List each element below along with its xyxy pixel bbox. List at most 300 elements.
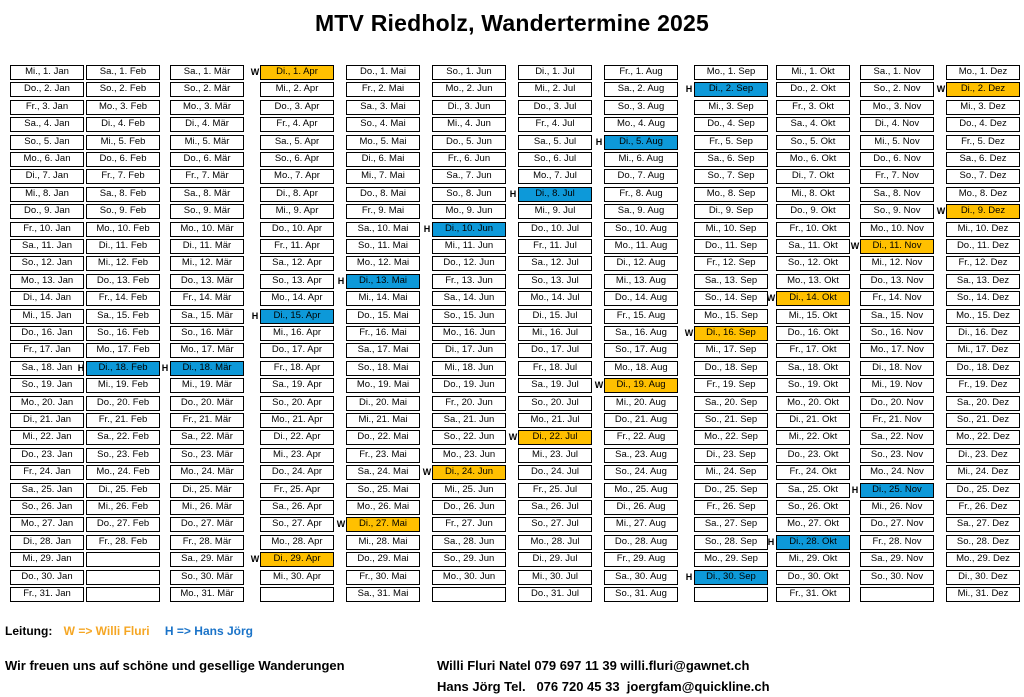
- day-cell: Sa., 13. Dez: [946, 274, 1020, 289]
- day-cell: Mo., 28. Jul: [518, 535, 592, 550]
- day-cell: Fr., 21. Feb: [86, 413, 160, 428]
- day-cell: So., 22. Jun: [432, 430, 506, 445]
- day-cell: Do., 30. Okt: [776, 570, 850, 585]
- day-cell: Di., 7. Okt: [776, 169, 850, 184]
- day-cell: Mi., 6. Aug: [604, 152, 678, 167]
- day-cell: Mi., 2. Jul: [518, 82, 592, 97]
- day-cell: Di., 25. Mär: [170, 483, 244, 498]
- day-cell: Mo., 21. Jul: [518, 413, 592, 428]
- day-cell: Mo., 20. Okt: [776, 396, 850, 411]
- day-cell: Mo., 10. Mär: [170, 222, 244, 237]
- leader-marker: H: [423, 223, 431, 234]
- day-cell: Mo., 19. Mai: [346, 378, 420, 393]
- day-cell: So., 23. Nov: [860, 448, 934, 463]
- day-cell: So., 10. Aug: [604, 222, 678, 237]
- day-cell: Mo., 12. Mai: [346, 256, 420, 271]
- day-cell: Mo., 1. Sep: [694, 65, 768, 80]
- day-cell: Do., 24. Apr: [260, 465, 334, 480]
- day-cell: Fr., 3. Jan: [10, 100, 84, 115]
- day-cell: So., 16. Mär: [170, 326, 244, 341]
- leader-marker: W: [422, 467, 432, 478]
- day-cell: Mo., 24. Mär: [170, 465, 244, 480]
- day-cell: Fr., 29. Aug: [604, 552, 678, 567]
- day-cell: Sa., 19. Apr: [260, 378, 334, 393]
- day-cell: Mo., 23. Jun: [432, 448, 506, 463]
- day-cell: Mo., 17. Mär: [170, 343, 244, 358]
- day-cell: Sa., 5. Jul: [518, 135, 592, 150]
- day-cell: Mi., 9. Jul: [518, 204, 592, 219]
- day-cell: So., 6. Apr: [260, 152, 334, 167]
- day-cell: Di., 20. Mai: [346, 396, 420, 411]
- day-cell: So., 1. Jun: [432, 65, 506, 80]
- day-cell: Do., 17. Apr: [260, 343, 334, 358]
- day-cell: Di., 2. Dez: [946, 82, 1020, 97]
- day-cell: Do., 16. Jan: [10, 326, 84, 341]
- day-cell: Fr., 5. Dez: [946, 135, 1020, 150]
- day-cell: Do., 23. Okt: [776, 448, 850, 463]
- day-cell: Mo., 30. Jun: [432, 570, 506, 585]
- day-cell: Do., 30. Jan: [10, 570, 84, 585]
- day-cell: Mo., 7. Jul: [518, 169, 592, 184]
- day-cell: Do., 6. Mär: [170, 152, 244, 167]
- day-cell: Do., 24. Jul: [518, 465, 592, 480]
- day-cell: Fr., 31. Okt: [776, 587, 850, 602]
- day-cell: Di., 21. Okt: [776, 413, 850, 428]
- day-cell: Di., 18. Mär: [170, 361, 244, 376]
- day-cell: Fr., 18. Jul: [518, 361, 592, 376]
- day-cell: Mi., 26. Nov: [860, 500, 934, 515]
- day-cell: Mo., 8. Dez: [946, 187, 1020, 202]
- day-cell: Fr., 6. Jun: [432, 152, 506, 167]
- day-cell: So., 7. Sep: [694, 169, 768, 184]
- legend-h: H => Hans Jörg: [164, 624, 253, 638]
- day-cell: Fr., 7. Mär: [170, 169, 244, 184]
- day-cell: Do., 25. Sep: [694, 483, 768, 498]
- day-cell: Mo., 6. Jan: [10, 152, 84, 167]
- day-cell: Fr., 3. Okt: [776, 100, 850, 115]
- day-cell: Di., 16. Dez: [946, 326, 1020, 341]
- empty-cell: [86, 570, 160, 585]
- day-cell: Sa., 27. Dez: [946, 517, 1020, 532]
- day-cell: So., 21. Sep: [694, 413, 768, 428]
- day-cell: Di., 15. Jul: [518, 309, 592, 324]
- legend-label: Leitung:: [5, 624, 53, 638]
- day-cell: Mi., 12. Feb: [86, 256, 160, 271]
- day-cell: So., 11. Mai: [346, 239, 420, 254]
- day-cell: Mo., 17. Feb: [86, 343, 160, 358]
- day-cell: Fr., 8. Aug: [604, 187, 678, 202]
- leader-marker: W: [336, 519, 346, 530]
- day-cell: Di., 14. Okt: [776, 291, 850, 306]
- empty-cell: [694, 587, 768, 602]
- day-cell: Sa., 12. Jul: [518, 256, 592, 271]
- day-cell: Mo., 2. Jun: [432, 82, 506, 97]
- day-cell: Fr., 23. Mai: [346, 448, 420, 463]
- day-cell: Fr., 26. Sep: [694, 500, 768, 515]
- day-cell: So., 14. Dez: [946, 291, 1020, 306]
- day-cell: Do., 29. Mai: [346, 552, 420, 567]
- day-cell: Di., 15. Apr: [260, 309, 334, 324]
- day-cell: Mi., 28. Mai: [346, 535, 420, 550]
- day-cell: Mi., 15. Jan: [10, 309, 84, 324]
- day-cell: Sa., 16. Aug: [604, 326, 678, 341]
- day-cell: Do., 14. Aug: [604, 291, 678, 306]
- day-cell: Di., 28. Jan: [10, 535, 84, 550]
- day-cell: Fr., 13. Jun: [432, 274, 506, 289]
- day-cell: Mo., 11. Aug: [604, 239, 678, 254]
- day-cell: Di., 13. Mai: [346, 274, 420, 289]
- day-cell: So., 3. Aug: [604, 100, 678, 115]
- day-cell: Sa., 8. Nov: [860, 187, 934, 202]
- day-cell: Mi., 30. Jul: [518, 570, 592, 585]
- day-cell: Fr., 24. Jan: [10, 465, 84, 480]
- day-cell: So., 26. Jan: [10, 500, 84, 515]
- day-cell: Fr., 11. Apr: [260, 239, 334, 254]
- day-cell: Di., 23. Sep: [694, 448, 768, 463]
- day-cell: Mo., 18. Aug: [604, 361, 678, 376]
- day-cell: Mo., 1. Dez: [946, 65, 1020, 80]
- day-cell: Mi., 3. Dez: [946, 100, 1020, 115]
- day-cell: Fr., 1. Aug: [604, 65, 678, 80]
- day-cell: So., 18. Mai: [346, 361, 420, 376]
- day-cell: Fr., 27. Jun: [432, 517, 506, 532]
- day-cell: Mi., 24. Dez: [946, 465, 1020, 480]
- day-cell: So., 30. Mär: [170, 570, 244, 585]
- day-cell: Mi., 8. Okt: [776, 187, 850, 202]
- day-cell: Mo., 14. Apr: [260, 291, 334, 306]
- day-cell: Do., 13. Nov: [860, 274, 934, 289]
- empty-cell: [260, 587, 334, 602]
- day-cell: Sa., 28. Jun: [432, 535, 506, 550]
- day-cell: Mi., 5. Nov: [860, 135, 934, 150]
- day-cell: Do., 6. Feb: [86, 152, 160, 167]
- day-cell: Do., 3. Apr: [260, 100, 334, 115]
- calendar-grid: [10, 65, 1018, 604]
- legend: [5, 624, 253, 638]
- day-cell: So., 5. Jan: [10, 135, 84, 150]
- day-cell: Mo., 3. Mär: [170, 100, 244, 115]
- day-cell: Do., 6. Nov: [860, 152, 934, 167]
- day-cell: Mi., 18. Jun: [432, 361, 506, 376]
- day-cell: Di., 11. Feb: [86, 239, 160, 254]
- day-cell: Sa., 5. Apr: [260, 135, 334, 150]
- leader-marker: W: [936, 206, 946, 217]
- day-cell: Mo., 22. Dez: [946, 430, 1020, 445]
- day-cell: Sa., 11. Jan: [10, 239, 84, 254]
- day-cell: Sa., 15. Mär: [170, 309, 244, 324]
- day-cell: Mi., 22. Jan: [10, 430, 84, 445]
- day-cell: Do., 27. Feb: [86, 517, 160, 532]
- day-cell: Mi., 14. Mai: [346, 291, 420, 306]
- day-cell: Mi., 5. Mär: [170, 135, 244, 150]
- day-cell: Mo., 26. Mai: [346, 500, 420, 515]
- day-cell: Mo., 16. Jun: [432, 326, 506, 341]
- day-cell: Di., 6. Mai: [346, 152, 420, 167]
- day-cell: Mo., 15. Dez: [946, 309, 1020, 324]
- day-cell: Mi., 3. Sep: [694, 100, 768, 115]
- page-title: MTV Riedholz, Wandertermine 2025: [314, 10, 710, 36]
- day-cell: So., 23. Feb: [86, 448, 160, 463]
- day-cell: So., 2. Mär: [170, 82, 244, 97]
- day-cell: Do., 2. Jan: [10, 82, 84, 97]
- day-cell: So., 27. Apr: [260, 517, 334, 532]
- day-cell: So., 24. Aug: [604, 465, 678, 480]
- day-cell: So., 12. Jan: [10, 256, 84, 271]
- day-cell: Sa., 18. Okt: [776, 361, 850, 376]
- day-cell: Do., 20. Mär: [170, 396, 244, 411]
- day-cell: Fr., 21. Mär: [170, 413, 244, 428]
- day-cell: So., 26. Okt: [776, 500, 850, 515]
- day-cell: Di., 26. Aug: [604, 500, 678, 515]
- day-cell: Mi., 4. Jun: [432, 117, 506, 132]
- leader-marker: W: [766, 293, 776, 304]
- day-cell: Sa., 29. Mär: [170, 552, 244, 567]
- day-cell: So., 19. Okt: [776, 378, 850, 393]
- day-cell: Do., 1. Mai: [346, 65, 420, 80]
- leader-marker: H: [767, 536, 775, 547]
- day-cell: So., 19. Jan: [10, 378, 84, 393]
- day-cell: Di., 22. Jul: [518, 430, 592, 445]
- day-cell: So., 5. Okt: [776, 135, 850, 150]
- day-cell: Di., 19. Aug: [604, 378, 678, 393]
- day-cell: Sa., 7. Jun: [432, 169, 506, 184]
- day-cell: Mo., 21. Apr: [260, 413, 334, 428]
- day-cell: Mi., 1. Jan: [10, 65, 84, 80]
- day-cell: Do., 4. Sep: [694, 117, 768, 132]
- day-cell: So., 15. Jun: [432, 309, 506, 324]
- leader-marker: H: [337, 275, 345, 286]
- day-cell: Mi., 25. Jun: [432, 483, 506, 498]
- day-cell: Fr., 18. Apr: [260, 361, 334, 376]
- day-cell: Di., 25. Feb: [86, 483, 160, 498]
- day-cell: Mi., 16. Jul: [518, 326, 592, 341]
- day-cell: Fr., 21. Nov: [860, 413, 934, 428]
- day-cell: Mo., 7. Apr: [260, 169, 334, 184]
- leader-marker: W: [250, 67, 260, 77]
- day-cell: Sa., 8. Feb: [86, 187, 160, 202]
- day-cell: Fr., 26. Dez: [946, 500, 1020, 515]
- day-cell: Mi., 1. Okt: [776, 65, 850, 80]
- day-cell: So., 9. Feb: [86, 204, 160, 219]
- day-cell: Sa., 25. Jan: [10, 483, 84, 498]
- empty-cell: [86, 552, 160, 567]
- day-cell: Sa., 23. Aug: [604, 448, 678, 463]
- day-cell: Do., 16. Okt: [776, 326, 850, 341]
- day-cell: So., 9. Mär: [170, 204, 244, 219]
- day-cell: Sa., 26. Jul: [518, 500, 592, 515]
- day-cell: Di., 29. Jul: [518, 552, 592, 567]
- day-cell: Do., 12. Jun: [432, 256, 506, 271]
- day-cell: Mo., 14. Jul: [518, 291, 592, 306]
- day-cell: Sa., 10. Mai: [346, 222, 420, 237]
- day-cell: Di., 3. Jun: [432, 100, 506, 115]
- day-cell: Mi., 21. Mai: [346, 413, 420, 428]
- day-cell: Mi., 19. Nov: [860, 378, 934, 393]
- leader-marker: W: [684, 328, 694, 338]
- day-cell: Mi., 9. Apr: [260, 204, 334, 219]
- empty-cell: [86, 587, 160, 602]
- day-cell: Do., 31. Jul: [518, 587, 592, 602]
- day-cell: Di., 2. Sep: [694, 82, 768, 97]
- day-cell: Do., 23. Jan: [10, 448, 84, 463]
- empty-cell: [860, 587, 934, 602]
- leader-marker: H: [509, 188, 517, 199]
- day-cell: Fr., 12. Sep: [694, 256, 768, 271]
- day-cell: Mi., 5. Feb: [86, 135, 160, 150]
- day-cell: Sa., 12. Apr: [260, 256, 334, 271]
- day-cell: So., 8. Jun: [432, 187, 506, 202]
- day-cell: Mi., 26. Mär: [170, 500, 244, 515]
- day-cell: Mi., 16. Apr: [260, 326, 334, 341]
- day-cell: Sa., 25. Okt: [776, 483, 850, 498]
- day-cell: Mo., 24. Feb: [86, 465, 160, 480]
- day-cell: Do., 27. Mär: [170, 517, 244, 532]
- day-cell: Fr., 16. Mai: [346, 326, 420, 341]
- day-cell: Sa., 1. Nov: [860, 65, 934, 80]
- day-cell: Mo., 5. Mai: [346, 135, 420, 150]
- day-cell: Mo., 9. Jun: [432, 204, 506, 219]
- day-cell: Mi., 10. Dez: [946, 222, 1020, 237]
- day-cell: Do., 13. Mär: [170, 274, 244, 289]
- day-cell: Mi., 22. Okt: [776, 430, 850, 445]
- leader-marker: H: [161, 362, 169, 373]
- day-cell: Fr., 12. Dez: [946, 256, 1020, 271]
- day-cell: Fr., 31. Jan: [10, 587, 84, 602]
- day-cell: Mi., 26. Feb: [86, 500, 160, 515]
- day-cell: Mi., 27. Aug: [604, 517, 678, 532]
- day-cell: Fr., 19. Sep: [694, 378, 768, 393]
- leader-marker: W: [594, 380, 604, 391]
- day-cell: Do., 7. Aug: [604, 169, 678, 184]
- day-cell: Fr., 17. Okt: [776, 343, 850, 358]
- day-cell: Fr., 11. Jul: [518, 239, 592, 254]
- day-cell: Mo., 29. Sep: [694, 552, 768, 567]
- day-cell: Sa., 4. Okt: [776, 117, 850, 132]
- leader-marker: W: [936, 84, 946, 95]
- day-cell: Di., 21. Jan: [10, 413, 84, 428]
- day-cell: Fr., 28. Nov: [860, 535, 934, 550]
- day-cell: Do., 20. Nov: [860, 396, 934, 411]
- leader-marker: W: [250, 554, 260, 565]
- day-cell: Di., 1. Jul: [518, 65, 592, 80]
- day-cell: Mo., 24. Nov: [860, 465, 934, 480]
- leader-marker: H: [251, 310, 259, 321]
- day-cell: Mo., 27. Jan: [10, 517, 84, 532]
- day-cell: Di., 1. Apr: [260, 65, 334, 80]
- day-cell: So., 12. Okt: [776, 256, 850, 271]
- day-cell: Sa., 9. Aug: [604, 204, 678, 219]
- day-cell: Mi., 17. Sep: [694, 343, 768, 358]
- day-cell: Di., 14. Jan: [10, 291, 84, 306]
- day-cell: So., 23. Mär: [170, 448, 244, 463]
- day-cell: Mi., 15. Okt: [776, 309, 850, 324]
- day-cell: Sa., 2. Aug: [604, 82, 678, 97]
- day-cell: Do., 21. Aug: [604, 413, 678, 428]
- day-cell: Do., 19. Jun: [432, 378, 506, 393]
- day-cell: Mi., 12. Nov: [860, 256, 934, 271]
- day-cell: Di., 11. Mär: [170, 239, 244, 254]
- day-cell: Mi., 29. Jan: [10, 552, 84, 567]
- day-cell: Mo., 22. Sep: [694, 430, 768, 445]
- day-cell: Di., 25. Nov: [860, 483, 934, 498]
- day-cell: Mi., 13. Aug: [604, 274, 678, 289]
- day-cell: Mo., 10. Feb: [86, 222, 160, 237]
- day-cell: Di., 16. Sep: [694, 326, 768, 341]
- day-cell: Mo., 29. Dez: [946, 552, 1020, 567]
- day-cell: Di., 9. Sep: [694, 204, 768, 219]
- day-cell: Do., 4. Dez: [946, 117, 1020, 132]
- day-cell: Do., 18. Dez: [946, 361, 1020, 376]
- day-cell: Fr., 19. Dez: [946, 378, 1020, 393]
- day-cell: Di., 28. Okt: [776, 535, 850, 550]
- day-cell: Di., 18. Nov: [860, 361, 934, 376]
- day-cell: Fr., 25. Apr: [260, 483, 334, 498]
- day-cell: Di., 27. Mai: [346, 517, 420, 532]
- day-cell: Mo., 4. Aug: [604, 117, 678, 132]
- leader-marker: W: [850, 241, 860, 251]
- day-cell: So., 27. Jul: [518, 517, 592, 532]
- day-cell: Mo., 31. Mär: [170, 587, 244, 602]
- day-cell: So., 30. Nov: [860, 570, 934, 585]
- day-cell: Sa., 4. Jan: [10, 117, 84, 132]
- day-cell: Fr., 5. Sep: [694, 135, 768, 150]
- day-cell: Mi., 31. Dez: [946, 587, 1020, 602]
- day-cell: Mi., 11. Jun: [432, 239, 506, 254]
- day-cell: Di., 8. Apr: [260, 187, 334, 202]
- day-cell: Sa., 20. Dez: [946, 396, 1020, 411]
- day-cell: Do., 13. Feb: [86, 274, 160, 289]
- day-cell: So., 6. Jul: [518, 152, 592, 167]
- day-cell: So., 25. Mai: [346, 483, 420, 498]
- day-cell: Sa., 31. Mai: [346, 587, 420, 602]
- day-cell: Fr., 28. Mär: [170, 535, 244, 550]
- day-cell: So., 7. Dez: [946, 169, 1020, 184]
- day-cell: Do., 17. Jul: [518, 343, 592, 358]
- day-cell: So., 20. Jul: [518, 396, 592, 411]
- day-cell: Mi., 12. Mär: [170, 256, 244, 271]
- day-cell: Sa., 24. Mai: [346, 465, 420, 480]
- day-cell: Sa., 26. Apr: [260, 500, 334, 515]
- day-cell: So., 28. Dez: [946, 535, 1020, 550]
- day-cell: So., 14. Sep: [694, 291, 768, 306]
- day-cell: Mi., 30. Apr: [260, 570, 334, 585]
- day-cell: Mo., 6. Okt: [776, 152, 850, 167]
- day-cell: Sa., 29. Nov: [860, 552, 934, 567]
- day-cell: Sa., 27. Sep: [694, 517, 768, 532]
- day-cell: Sa., 19. Jul: [518, 378, 592, 393]
- day-cell: Mo., 27. Okt: [776, 517, 850, 532]
- day-cell: So., 9. Nov: [860, 204, 934, 219]
- day-cell: Mo., 17. Nov: [860, 343, 934, 358]
- day-cell: Sa., 13. Sep: [694, 274, 768, 289]
- leader-marker: H: [685, 84, 693, 95]
- day-cell: Sa., 3. Mai: [346, 100, 420, 115]
- day-cell: Di., 10. Jun: [432, 222, 506, 237]
- day-cell: Sa., 21. Jun: [432, 413, 506, 428]
- day-cell: Mi., 23. Jul: [518, 448, 592, 463]
- day-cell: Fr., 10. Jan: [10, 222, 84, 237]
- day-cell: Mo., 28. Apr: [260, 535, 334, 550]
- footer-slogan: Wir freuen uns auf schöne und gesellige Wanderungen: [5, 658, 345, 673]
- day-cell: Do., 22. Mai: [346, 430, 420, 445]
- footer-contact-hans: Hans Jörg Tel. 076 720 45 33 joergfam@quickline.ch: [437, 679, 770, 694]
- day-cell: Mo., 3. Feb: [86, 100, 160, 115]
- day-cell: Fr., 22. Aug: [604, 430, 678, 445]
- day-cell: Do., 18. Sep: [694, 361, 768, 376]
- day-cell: Fr., 24. Okt: [776, 465, 850, 480]
- day-cell: Di., 9. Dez: [946, 204, 1020, 219]
- day-cell: Fr., 28. Feb: [86, 535, 160, 550]
